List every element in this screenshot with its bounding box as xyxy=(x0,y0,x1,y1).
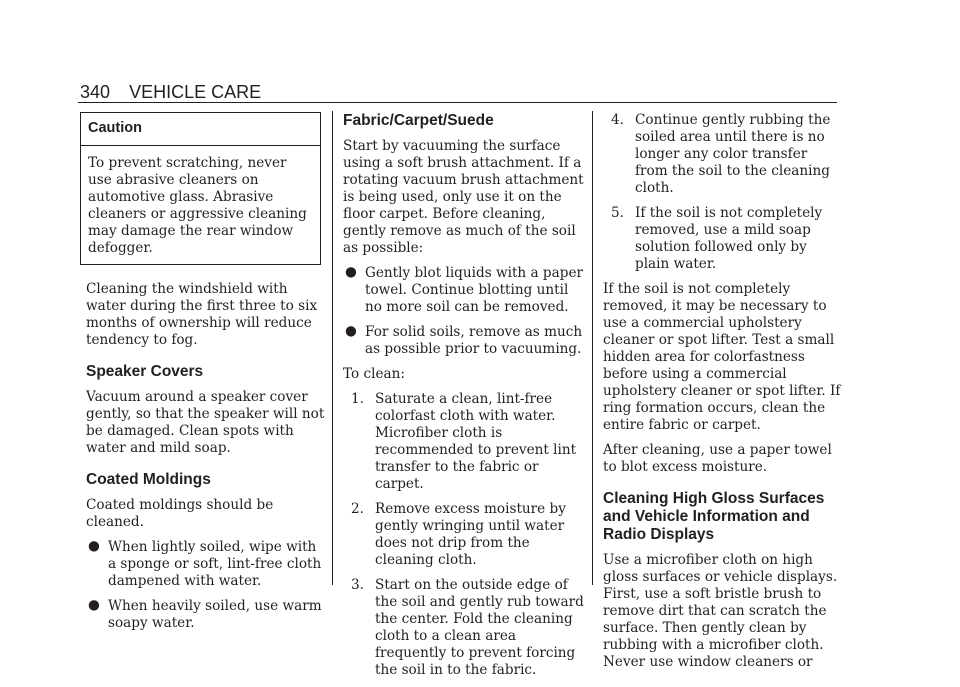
column-divider-2 xyxy=(592,111,593,585)
list-item: ● When lightly soiled, wipe with a sponge or soft, lint-free cloth dampened with water. xyxy=(88,538,322,589)
fabric-bullet-list xyxy=(343,265,586,358)
bullet-icon: ● xyxy=(88,538,100,554)
coated-moldings-heading: Coated Moldings xyxy=(86,471,211,488)
list-item: ● When heavily soiled, use warm soapy water. xyxy=(88,597,322,631)
column-divider-1 xyxy=(332,111,333,585)
section-title: VEHICLE CARE xyxy=(129,82,262,102)
caution-text: To prevent scratching, never use abrasive cleaners on automotive glass. Abrasive cleaners or aggressive cleaning may damage the rear window defogger. xyxy=(88,155,307,256)
step-number: 2. xyxy=(351,501,364,517)
page-number: 340 xyxy=(80,82,111,102)
spot-lifter-paragraph: If the soil is not completely removed, it may be necessary to use a commercial upholstery cleaner or spot lifter. Test a small hidden area for colorfastness before using a commercial upholstery cleaner or spot lifter. If ring formation occurs, clean the entire fabric or carpet. xyxy=(603,281,841,433)
fabric-carpet-suede-heading: Fabric/Carpet/Suede xyxy=(343,112,494,129)
fabric-intro-paragraph: Start by vacuuming the surface using a soft brush attachment. If a rotating vacuum brush attachment is being used, only use it on the floor carpet. Before cleaning, gently remove as much of the soil as possible: xyxy=(343,138,584,256)
step-number: 3. xyxy=(351,577,364,593)
cleaning-steps-list-continued xyxy=(603,112,843,273)
to-clean-label: To clean: xyxy=(343,366,405,382)
windshield-paragraph: Cleaning the windshield with water during the first three to six months of ownership will reduce tendency to fog. xyxy=(86,281,318,348)
coated-moldings-list xyxy=(86,539,326,632)
bullet-icon: ● xyxy=(345,323,357,339)
step-number: 1. xyxy=(351,391,364,407)
column-3 xyxy=(603,112,843,679)
caution-title: Caution xyxy=(81,120,321,146)
step-number: 5. xyxy=(611,205,624,221)
header-rule xyxy=(78,102,837,103)
step-item: 4. Continue gently rubbing the soiled area until there is no longer any color transfer from the soil to the cleaning cloth. xyxy=(611,112,831,196)
caution-box xyxy=(80,112,321,265)
speaker-covers-paragraph: Vacuum around a speaker cover gently, so that the speaker will not be damaged. Clean spots with water and mild soap. xyxy=(86,389,325,456)
step-item: 3. Start on the outside edge of the soil and gently rub toward the center. Fold the cleaning cloth to a clean area frequently to prevent forcing the soil in to the fabric. xyxy=(351,577,584,678)
high-gloss-paragraph: Use a microfiber cloth on high gloss surfaces or vehicle displays. First, use a soft bristle brush to remove dirt that can scratch the surface. Then gently clean by rubbing with a microfiber cloth. Never use window cleaners or xyxy=(603,552,838,670)
coated-moldings-paragraph: Coated moldings should be cleaned. xyxy=(86,497,274,530)
bullet-icon: ● xyxy=(345,264,357,280)
list-item: ● Gently blot liquids with a paper towel. Continue blotting until no more soil can be removed. xyxy=(345,264,583,315)
speaker-covers-heading: Speaker Covers xyxy=(86,363,204,380)
bullet-icon: ● xyxy=(88,597,100,613)
blot-moisture-paragraph: After cleaning, use a paper towel to blot excess moisture. xyxy=(603,442,832,475)
list-item: ● For solid soils, remove as much as possible prior to vacuuming. xyxy=(345,323,583,357)
step-item: 2. Remove excess moisture by gently wringing until water does not drip from the cleaning cloth. xyxy=(351,501,566,568)
step-item: 1. Saturate a clean, lint-free colorfast cloth with water. Microfiber cloth is recommended to prevent lint transfer to the fabric or carpet. xyxy=(351,391,577,492)
column-1 xyxy=(86,112,326,640)
step-number: 4. xyxy=(611,112,624,128)
page-header xyxy=(80,82,261,103)
cleaning-steps-list xyxy=(343,391,586,679)
step-item: 5. If the soil is not completely removed, use a mild soap solution followed only by plain water. xyxy=(611,205,823,272)
column-2 xyxy=(343,112,586,687)
high-gloss-heading: Cleaning High Gloss Surfaces and Vehicle Information and Radio Displays xyxy=(603,490,825,543)
